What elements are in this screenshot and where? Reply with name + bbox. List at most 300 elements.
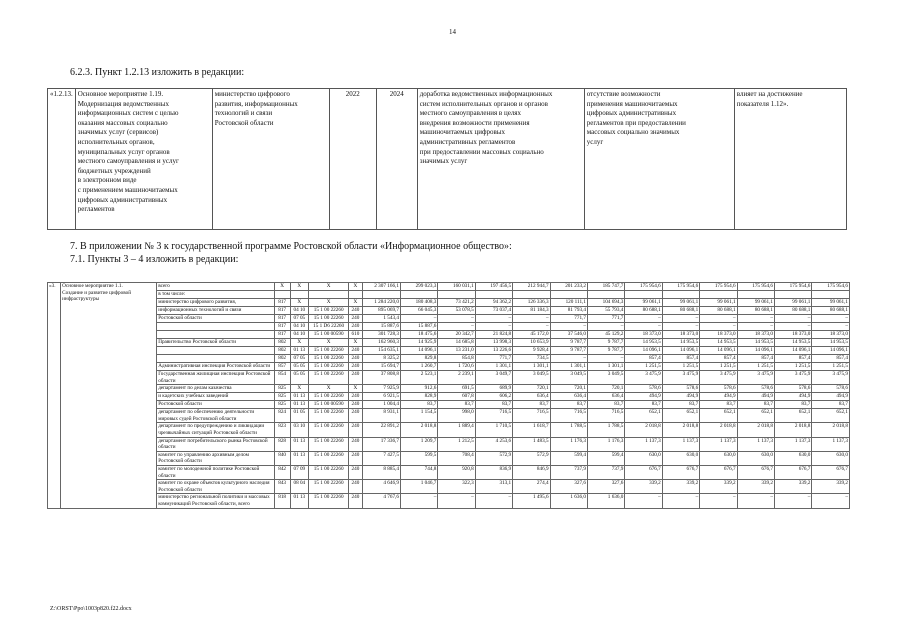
cell-amount: 1 154,5 [400, 409, 437, 423]
cell-grbs: 828 [274, 437, 290, 451]
cell-rzpr: 04 10 [290, 331, 308, 339]
cell-amount: – [475, 323, 512, 331]
cell-grbs [274, 291, 290, 299]
cell-amount: 1 251,5 [662, 363, 699, 371]
cell-amount: 14 953,5 [662, 339, 699, 347]
cell-amount: 14 096,1 [737, 347, 774, 355]
cell-grbs: 817 [274, 299, 290, 307]
cell-amount: 339,2 [700, 480, 737, 494]
cell-amount [662, 291, 699, 299]
cell-amount: 630,0 [662, 451, 699, 465]
cell-amount: 120 111,1 [550, 299, 587, 307]
cell-amount: 737,9 [587, 465, 624, 479]
cell-executor: комитет по молодежной политике Ростовской области [157, 465, 274, 479]
cell-vr: 240 [349, 393, 362, 401]
cell-vr: 240 [349, 323, 362, 331]
cell-event: Основное мероприятие 1.1. Создание и развитие цифровой инфраструктуры [61, 283, 157, 509]
cell-amount: 630,0 [737, 451, 774, 465]
cell-amount: 494,9 [774, 393, 811, 401]
cell-amount: – [400, 494, 437, 508]
cell-amount: 652,1 [662, 409, 699, 423]
cell-amount: 339,2 [625, 480, 662, 494]
cell-grbs: 843 [274, 480, 290, 494]
cell-amount: 1 209,7 [400, 437, 437, 451]
cell-amount [625, 291, 662, 299]
cell-amount: 3 049,5 [550, 371, 587, 385]
cell-executor: комитет по охране объектов культурного наследия Ростовской области [157, 480, 274, 494]
cell-amount: 83,7 [438, 401, 475, 409]
cell-rzpr: 04 10 [290, 323, 308, 331]
cell-vr: 240 [349, 480, 362, 494]
cell-amount: 691,5 [438, 385, 475, 393]
cell-amount: 81 184,3 [513, 307, 550, 315]
cell-amount: 720,1 [587, 385, 624, 393]
cell-grbs: 842 [274, 465, 290, 479]
cell-amount: 572,9 [513, 451, 550, 465]
cell-amount: 80 688,1 [700, 307, 737, 315]
cell-vr: 610 [349, 331, 362, 339]
cell-csr [308, 291, 348, 299]
table-row [48, 401, 850, 409]
cell-amount: 15 694,7 [362, 363, 400, 371]
cell-amount: 18 373,0 [774, 331, 811, 339]
cell-vr: 240 [349, 371, 362, 385]
cell-amount: 9 787,7 [587, 347, 624, 355]
cell-amount: 494,9 [812, 393, 850, 401]
cell-amount: 676,7 [737, 465, 774, 479]
cell-amount: 83,7 [737, 401, 774, 409]
cell-amount: 676,7 [662, 465, 699, 479]
cell-amount: 854,8 [438, 355, 475, 363]
cell-amount: 80 688,1 [812, 307, 850, 315]
cell-csr: 15 1 D6 22260 [308, 323, 348, 331]
cell-amount: – [737, 494, 774, 508]
cell-grbs: 818 [274, 494, 290, 508]
cell-executor: Административная инспекция Ростовской области [157, 363, 274, 371]
cell-csr: 15 1 00 22260 [308, 347, 348, 355]
cell-grbs: 825 [274, 401, 290, 409]
cell-amount: 18 373,0 [625, 331, 662, 339]
cell-amount: 18 475,6 [400, 331, 437, 339]
cell-amount: 1 251,5 [774, 363, 811, 371]
cell-vr [349, 291, 362, 299]
cell-amount: – [662, 494, 699, 508]
cell-amount: 14 953,5 [700, 339, 737, 347]
cell-amount: – [774, 323, 811, 331]
cell-grbs: 824 [274, 409, 290, 423]
cell-indicator-link: влияет на достижение показателя 1.12». [734, 89, 846, 230]
cell-amount: – [438, 494, 475, 508]
cell-amount: 14 096,1 [812, 347, 850, 355]
cell-amount: 83,7 [812, 401, 850, 409]
table-row [48, 339, 850, 347]
cell-amount: 2 307 166,1 [362, 283, 400, 291]
cell-amount: 1 251,5 [737, 363, 774, 371]
cell-amount: – [625, 494, 662, 508]
cell-rzpr: 01 13 [290, 347, 308, 355]
cell-grbs: 840 [274, 451, 290, 465]
cell-amount: 676,7 [625, 465, 662, 479]
cell-amount: 9 787,7 [550, 347, 587, 355]
cell-amount: 14 925,9 [400, 339, 437, 347]
cell-rzpr: 07 09 [290, 465, 308, 479]
cell-amount: 18 373,0 [700, 331, 737, 339]
cell-result: доработка ведомственных информационных систем исполнительных органов и органов местного самоуправления в целях внедрения возможности применения машиночитаемых цифровых административных регламентов при предоставлении массовых социально значимых услуг [417, 89, 584, 230]
cell-amount: 83,7 [662, 401, 699, 409]
table-row [48, 451, 850, 465]
cell-amount: 857,4 [812, 355, 850, 363]
cell-amount: 83,7 [550, 401, 587, 409]
cell-executor: всего [157, 283, 274, 291]
table-row [48, 89, 847, 230]
cell-amount: 94 362,2 [475, 299, 512, 307]
cell-executor [157, 331, 274, 339]
cell-amount: 13 226,6 [475, 347, 512, 355]
cell-amount: 578,6 [812, 385, 850, 393]
cell-executor: департамент по обеспечению деятельности мировых судей Ростовской области [157, 409, 274, 423]
cell-vr: 240 [349, 451, 362, 465]
cell-amount: 73 421,2 [438, 299, 475, 307]
cell-amount: 126 336,3 [513, 299, 550, 307]
cell-rzpr: 07 05 [290, 355, 308, 363]
cell-amount: 857,4 [662, 355, 699, 363]
table-item-1-2-13 [47, 88, 847, 230]
cell-amount: 14 096,1 [700, 347, 737, 355]
cell-csr: 15 1 00 22260 [308, 307, 348, 315]
cell-amount: 1 137,3 [700, 437, 737, 451]
section-heading-6-2-3: 6.2.3. Пункт 1.2.13 изложить в редакции: [70, 67, 245, 78]
cell-executor: в том числе: [157, 291, 274, 299]
cell-amount: 22 891,2 [362, 423, 400, 437]
cell-amount: 828,9 [400, 393, 437, 401]
cell-vr: 240 [349, 401, 362, 409]
cell-amount: – [812, 494, 850, 508]
cell-amount: 1 889,4 [438, 423, 475, 437]
table-row [48, 347, 850, 355]
cell-amount: 630,0 [625, 451, 662, 465]
cell-amount [475, 291, 512, 299]
cell-amount: 10 653,9 [513, 339, 550, 347]
cell-amount: 3 475,9 [812, 371, 850, 385]
cell-start-year: 2022 [329, 89, 376, 230]
cell-amount: 339,2 [737, 480, 774, 494]
cell-amount: 734,5 [513, 355, 550, 363]
cell-amount: 1 788,5 [587, 423, 624, 437]
cell-amount: – [700, 494, 737, 508]
cell-amount: 14 096,1 [774, 347, 811, 355]
cell-amount: 676,7 [774, 465, 811, 479]
cell-rzpr: 01 13 [290, 393, 308, 401]
cell-amount: 1 301,1 [587, 363, 624, 371]
cell-amount: 53 078,5 [438, 307, 475, 315]
cell-amount: 83,7 [774, 401, 811, 409]
table-row [48, 385, 850, 393]
cell-amount: 339,2 [662, 480, 699, 494]
table-row [48, 480, 850, 494]
cell-amount: 7 925,9 [362, 385, 400, 393]
cell-amount: 599,4 [550, 451, 587, 465]
cell-amount [774, 291, 811, 299]
cell-grbs: 854 [274, 371, 290, 385]
cell-amount: 1 301,1 [513, 363, 550, 371]
cell-amount: 599,4 [587, 451, 624, 465]
section-heading-7 [70, 240, 512, 266]
cell-amount: – [438, 315, 475, 323]
cell-csr: 15 1 00 22260 [308, 480, 348, 494]
cell-amount: 836,9 [475, 465, 512, 479]
cell-amount: 1 251,5 [812, 363, 850, 371]
table-row [48, 307, 850, 315]
cell-grbs: 802 [274, 347, 290, 355]
cell-amount: 494,9 [625, 393, 662, 401]
cell-amount: – [774, 315, 811, 323]
cell-amount: 185 747,7 [587, 283, 624, 291]
cell-amount: – [513, 323, 550, 331]
cell-amount: 1 284 220,0 [362, 299, 400, 307]
cell-consequence: отсутствие возможности применения машиночитаемых цифровых административных регламентов при предоставлении массовых социально значимых услуг [584, 89, 734, 230]
cell-amount: – [587, 323, 624, 331]
cell-amount: 66 045,3 [400, 307, 437, 315]
cell-executor [157, 323, 274, 331]
cell-amount: 18 373,0 [662, 331, 699, 339]
cell-amount: 652,1 [700, 409, 737, 423]
cell-csr: 15 1 00 22260 [308, 423, 348, 437]
cell-amount: 162 960,3 [362, 339, 400, 347]
cell-amount: 1 046,7 [400, 480, 437, 494]
cell-amount: – [700, 323, 737, 331]
cell-vr: 240 [349, 423, 362, 437]
cell-amount: 3 475,9 [662, 371, 699, 385]
cell-amount: 494,9 [700, 393, 737, 401]
cell-rzpr: X [290, 299, 308, 307]
cell-amount: 1 636,0 [587, 494, 624, 508]
cell-amount: 1 301,1 [475, 363, 512, 371]
cell-vr: 240 [349, 494, 362, 508]
cell-amount: 771,7 [475, 355, 512, 363]
cell-grbs: 802 [274, 339, 290, 347]
cell-amount: 1 495,6 [513, 494, 550, 508]
cell-amount: 81 793,4 [550, 307, 587, 315]
cell-csr: 15 1 00 22260 [308, 393, 348, 401]
cell-csr: 15 1 00 22260 [308, 315, 348, 323]
cell-amount: 1 636,0 [550, 494, 587, 508]
cell-rzpr: 08 04 [290, 480, 308, 494]
cell-amount: 17 336,7 [362, 437, 400, 451]
cell-amount: 14 953,5 [774, 339, 811, 347]
cell-amount: 652,1 [774, 409, 811, 423]
cell-vr: X [349, 299, 362, 307]
cell-rzpr: 01 13 [290, 494, 308, 508]
cell-amount: 720,1 [513, 385, 550, 393]
cell-amount: 708,4 [438, 451, 475, 465]
cell-amount: 1 618,7 [513, 423, 550, 437]
cell-amount: 14 953,5 [812, 339, 850, 347]
cell-executor: Государственная жилищная инспекция Ростовской области [157, 371, 274, 385]
cell-amount: 1 212,5 [438, 437, 475, 451]
cell-amount: – [400, 315, 437, 323]
cell-amount: 857,4 [700, 355, 737, 363]
cell-vr: 240 [349, 465, 362, 479]
cell-amount: 299 023,3 [400, 283, 437, 291]
cell-csr: 15 1 00 22260 [308, 451, 348, 465]
cell-vr: 240 [349, 307, 362, 315]
cell-amount: 45 172,0 [513, 331, 550, 339]
cell-amount: 313,1 [475, 480, 512, 494]
cell-amount: 630,0 [812, 451, 850, 465]
cell-amount: 920,8 [438, 465, 475, 479]
cell-amount: – [438, 323, 475, 331]
cell-amount: 327,6 [550, 480, 587, 494]
cell-amount: 99 061,1 [662, 299, 699, 307]
cell-amount: 737,9 [550, 465, 587, 479]
cell-amount: 1 483,5 [513, 437, 550, 451]
cell-amount: 3 475,9 [700, 371, 737, 385]
cell-amount: 1 301,1 [550, 363, 587, 371]
cell-rzpr: 04 10 [290, 307, 308, 315]
cell-amount: 3 049,7 [475, 371, 512, 385]
cell-amount: 55 793,4 [587, 307, 624, 315]
cell-amount: 274,4 [513, 480, 550, 494]
table-row [48, 371, 850, 385]
cell-vr: 240 [349, 409, 362, 423]
cell-number: «3. [48, 283, 61, 509]
cell-amount: 636,4 [513, 393, 550, 401]
cell-amount: 83,7 [475, 401, 512, 409]
cell-amount: 1 251,5 [625, 363, 662, 371]
cell-grbs: 857 [274, 363, 290, 371]
cell-grbs: 817 [274, 315, 290, 323]
cell-amount: 771,7 [550, 315, 587, 323]
cell-amount: 4 253,6 [475, 437, 512, 451]
cell-amount: 14 953,5 [625, 339, 662, 347]
cell-rzpr: X [290, 283, 308, 291]
cell-amount: 829,8 [400, 355, 437, 363]
cell-amount: – [700, 315, 737, 323]
cell-amount: 8 325,2 [362, 355, 400, 363]
cell-amount: 2 018,8 [400, 423, 437, 437]
cell-amount: 1 710,5 [475, 423, 512, 437]
cell-executor: Ростовской области [157, 401, 274, 409]
cell-amount: 80 688,1 [625, 307, 662, 315]
cell-amount: 175 954,6 [812, 283, 850, 291]
cell-amount: 301 728,3 [362, 331, 400, 339]
cell-amount [550, 291, 587, 299]
cell-amount: 2 018,8 [700, 423, 737, 437]
table-row [48, 409, 850, 423]
cell-amount: 9 928,4 [513, 347, 550, 355]
cell-amount: – [625, 315, 662, 323]
cell-amount: 20 342,7 [438, 331, 475, 339]
cell-grbs: 802 [274, 355, 290, 363]
cell-amount: 13 998,3 [475, 339, 512, 347]
cell-amount: 652,1 [625, 409, 662, 423]
cell-amount: 630,0 [774, 451, 811, 465]
cell-amount: 1 137,3 [812, 437, 850, 451]
cell-amount: 201 233,2 [550, 283, 587, 291]
cell-amount: 3 049,5 [587, 371, 624, 385]
cell-rzpr: 05 05 [290, 363, 308, 371]
cell-executor: министерство цифрового развития, информационных технологий и связи Ростовской области [212, 89, 329, 230]
cell-amount: 1 176,3 [550, 437, 587, 451]
cell-amount: 1 251,5 [700, 363, 737, 371]
cell-executor: министерство региональной политики и массовых коммуникаций Ростовской области, всего [157, 494, 274, 508]
cell-executor: департамент потребительского рынка Ростовской области [157, 437, 274, 451]
table-row [48, 494, 850, 508]
cell-grbs: 825 [274, 393, 290, 401]
cell-amount: 83,7 [400, 401, 437, 409]
table-row [48, 315, 850, 323]
cell-amount: 1 137,3 [625, 437, 662, 451]
cell-amount: 83,7 [700, 401, 737, 409]
heading-7-1: 7.1. Пункты 3 – 4 изложить в редакции: [70, 254, 239, 265]
cell-rzpr: 03 10 [290, 423, 308, 437]
cell-amount: 578,6 [662, 385, 699, 393]
cell-amount: – [737, 315, 774, 323]
cell-amount: – [475, 494, 512, 508]
cell-amount: 2 018,8 [774, 423, 811, 437]
heading-appendix: 7. В приложении № 3 к государственной программе Ростовской области «Информационное общество»: [70, 241, 512, 252]
cell-amount: 99 061,1 [812, 299, 850, 307]
cell-amount: 180 408,3 [400, 299, 437, 307]
cell-amount [812, 291, 850, 299]
cell-amount: 14 685,8 [438, 339, 475, 347]
cell-vr: X [349, 339, 362, 347]
cell-amount: 771,7 [587, 315, 624, 323]
cell-amount: 599,5 [400, 451, 437, 465]
cell-executor: Правительство Ростовской области [157, 339, 274, 347]
cell-amount: 846,9 [513, 465, 550, 479]
cell-amount: 494,9 [662, 393, 699, 401]
cell-rzpr: X [290, 339, 308, 347]
cell-csr: X [308, 283, 348, 291]
cell-amount: 2 018,8 [737, 423, 774, 437]
table-row [48, 393, 850, 401]
table-row [48, 465, 850, 479]
cell-amount: 8 931,1 [362, 409, 400, 423]
cell-amount: 3 049,5 [513, 371, 550, 385]
cell-csr: 15 1 00 22260 [308, 437, 348, 451]
cell-amount: 8 885,4 [362, 465, 400, 479]
cell-rzpr: 01 05 [290, 409, 308, 423]
cell-amount: 998,0 [438, 409, 475, 423]
cell-grbs: X [274, 283, 290, 291]
cell-amount [400, 291, 437, 299]
cell-executor: информационных технологий и связи [157, 307, 274, 315]
cell-amount: 99 061,1 [774, 299, 811, 307]
cell-csr: X [308, 385, 348, 393]
cell-amount: 175 954,6 [737, 283, 774, 291]
cell-amount: 73 037,4 [475, 307, 512, 315]
cell-amount: 578,6 [774, 385, 811, 393]
cell-amount: 154 635,1 [362, 347, 400, 355]
cell-vr: 240 [349, 363, 362, 371]
cell-amount: 175 954,6 [662, 283, 699, 291]
cell-grbs: 817 [274, 331, 290, 339]
cell-csr: 15 1 00 22260 [308, 363, 348, 371]
cell-amount: 327,6 [587, 480, 624, 494]
cell-amount: 630,0 [700, 451, 737, 465]
cell-vr: 240 [349, 437, 362, 451]
cell-amount: 175 954,6 [625, 283, 662, 291]
cell-amount: 2 018,8 [812, 423, 850, 437]
cell-amount: 3 475,9 [774, 371, 811, 385]
cell-csr: 15 1 00 22260 [308, 409, 348, 423]
cell-amount: 3 475,9 [625, 371, 662, 385]
cell-executor [157, 355, 274, 363]
cell-amount: 104 694,3 [587, 299, 624, 307]
cell-rzpr: 01 13 [290, 451, 308, 465]
cell-amount: 1 543,4 [362, 315, 400, 323]
